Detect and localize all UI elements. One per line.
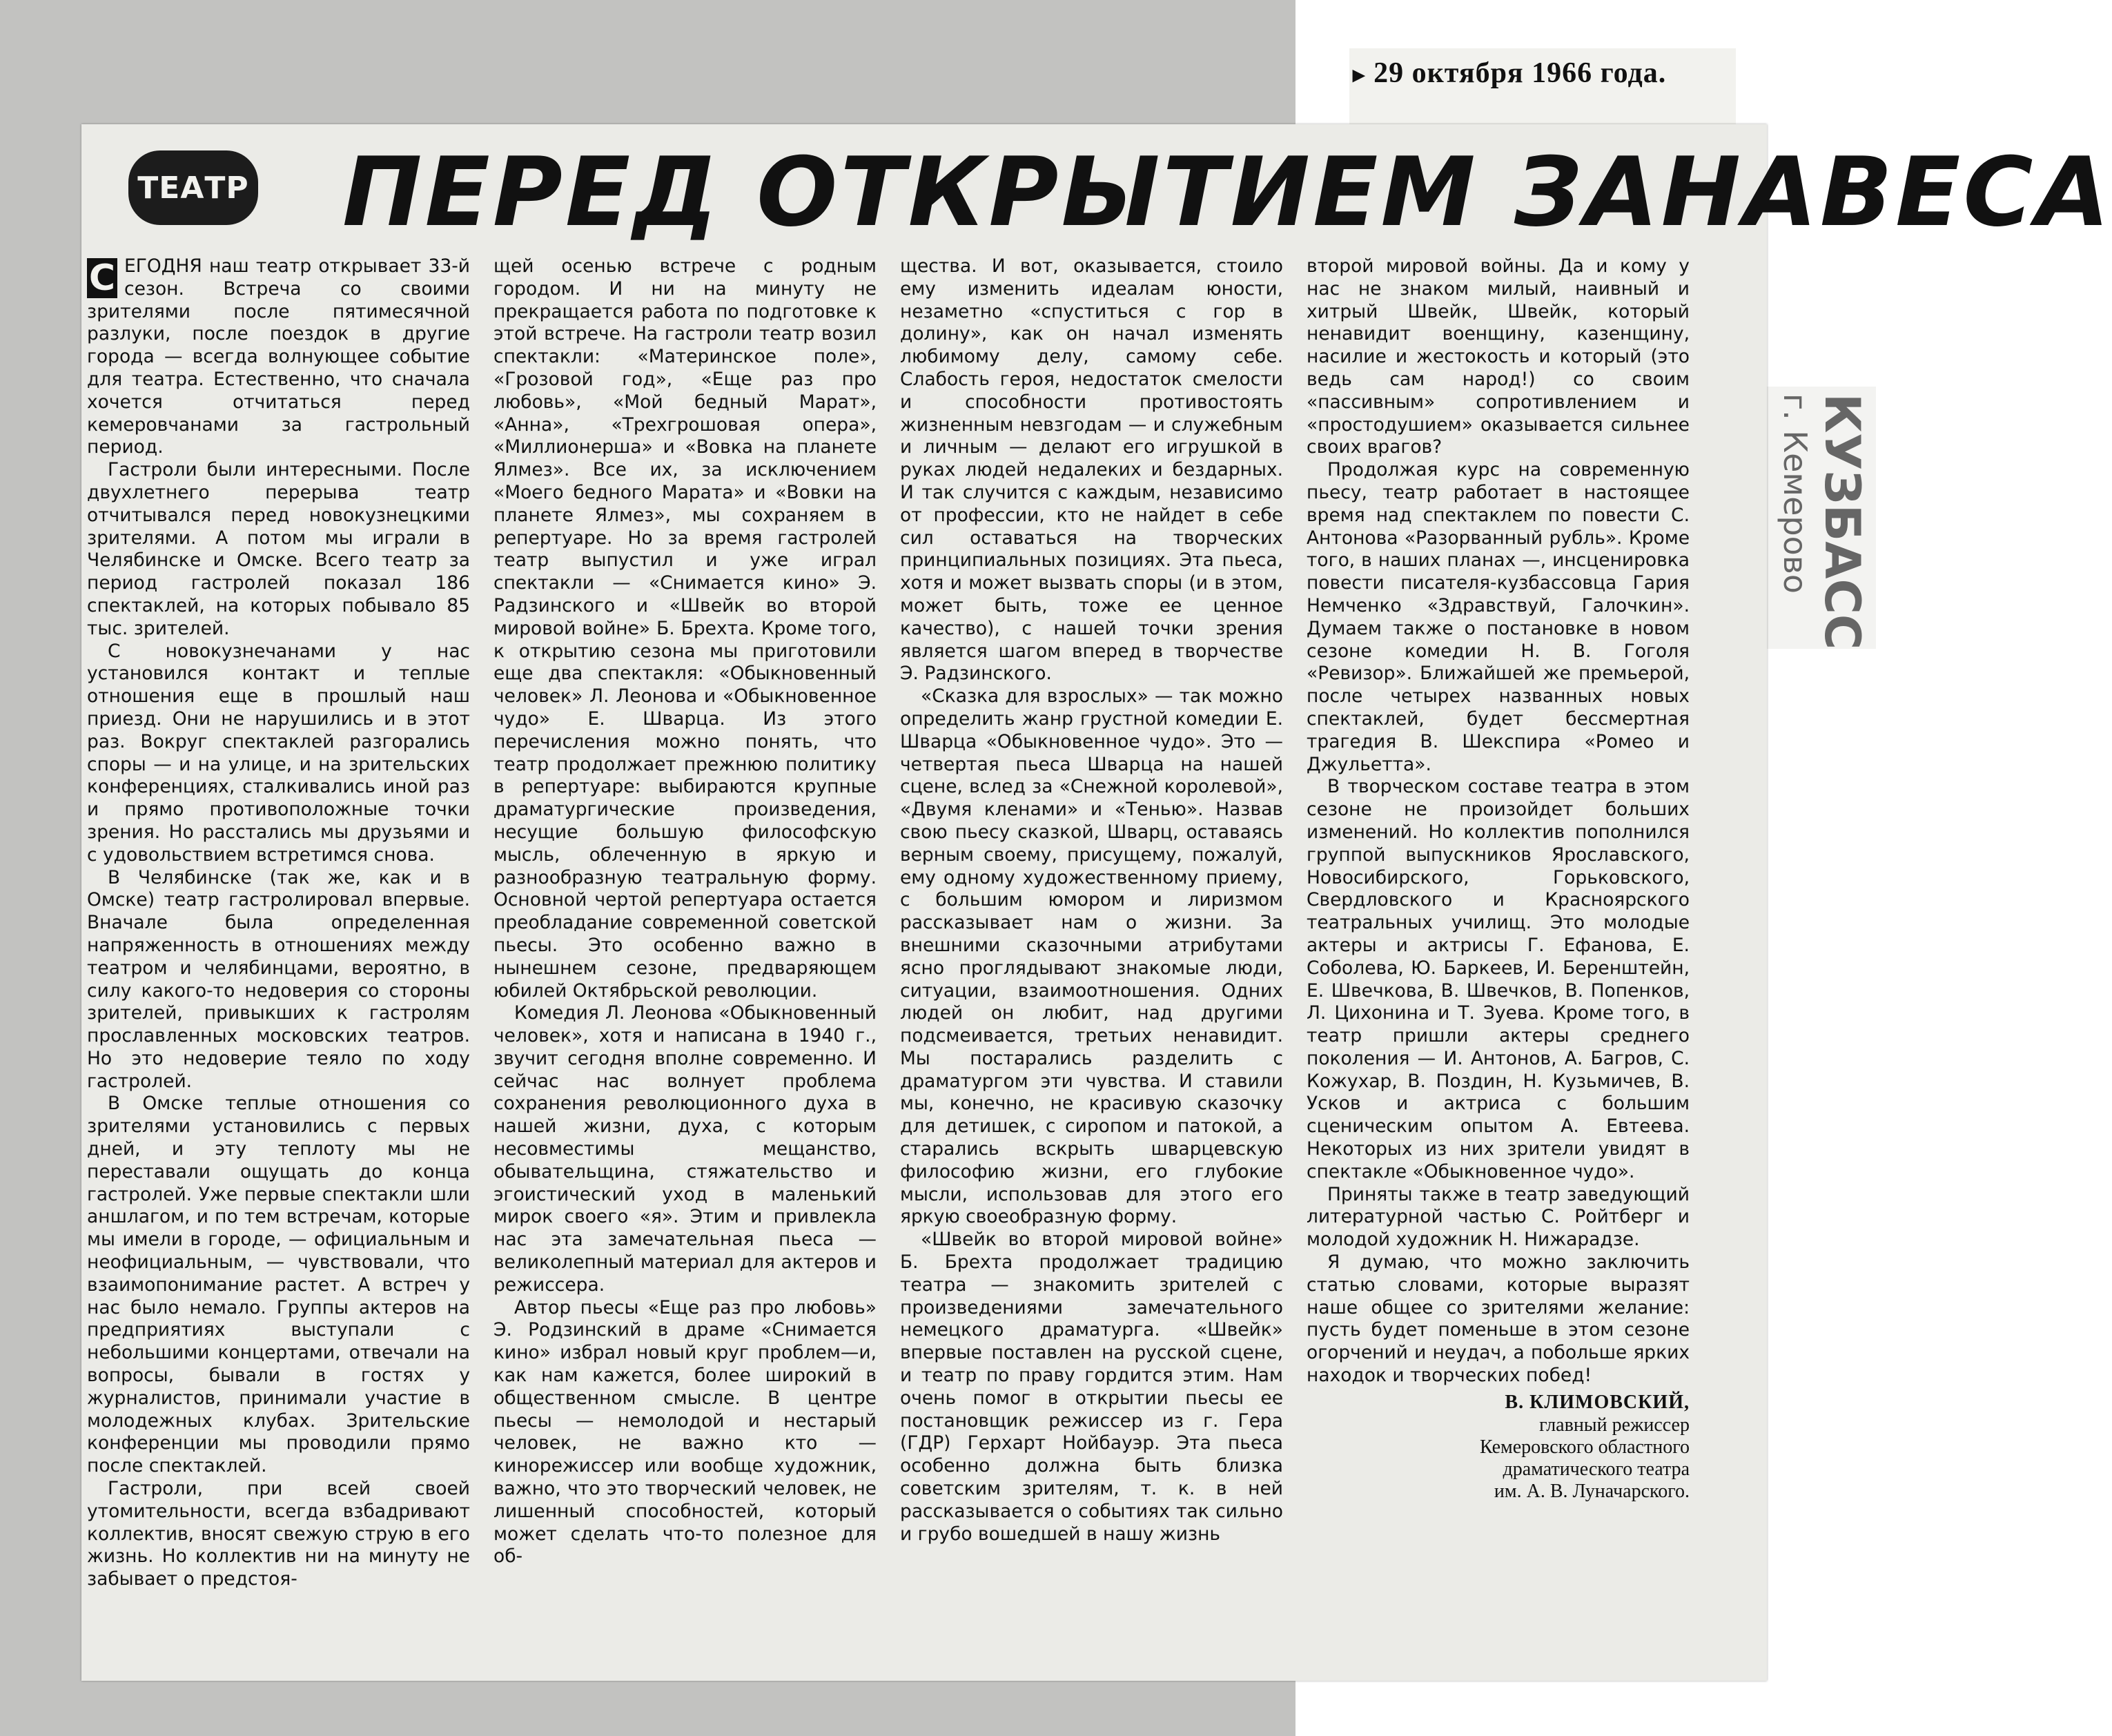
drop-cap: С [87, 258, 117, 298]
issue-date: ▸ 29 октября 1966 года. [1353, 57, 1666, 90]
paragraph: щества. И вот, оказывается, стоило ему изменить идеалам юности, незаметно «спуститься с гор в долину», как он начал изменять любимому делу, самому себе. Слабость героя, недостаток смелости и способности противостоять жизненным невзгодам — и служебным и личным — делают его игрушкой в руках людей недалеких и бездарных. И так случится с каждым, независимо от профессии, кто не найдет в себе сил оставаться на творческих принципиальных позициях. Эта пьеса, хотя и может вызвать споры (и в этом, может быть, тоже ее ценное качество), с нашей точки зрения является шагом вперед в творчестве Э. Радзинского. [900, 255, 1283, 685]
paragraph: Я думаю, что можно заключить статью словами, которые выразят наше общее со зрителями желание: пусть будет поменьше в этом сезоне огорчений и неудач, а побольше ярких находок и творческих побед! [1307, 1251, 1690, 1387]
article-column-1 [87, 255, 470, 1636]
stamp-title: КУЗБАСС [1814, 393, 1870, 650]
paragraph: В Челябинске (так же, как и в Омске) театр гастролировал впервые. Вначале была определенная напряженность в отношениях между театром и челябинцами, вероятно, в силу какого-то недоверия со стороны зрителей, привыкших к гастролям прославленных московских театров. Но это недоверие теяло по ходу гастролей. [87, 866, 470, 1092]
author-signature [1307, 1392, 1690, 1503]
paragraph: Гастроли, при всей своей утомительности, всегда взбадривают коллектив, вносят свежую струю в его жизнь. Но коллектив ни на минуту не забывает о предстоя- [87, 1478, 470, 1590]
paragraph: Гастроли были интересными. После двухлетнего перерыва театр отчитывался перед новокузнецкими зрителями. А потом мы играли в Челябинске и Омске. Всего театр за период гастролей показал 186 спектаклей, на которых побывало 85 тыс. зрителей. [87, 459, 470, 639]
paragraph: В творческом составе театра в этом сезоне не произойдет больших изменений. Но коллектив пополнился группой выпускников Ярославского, Новосибирского, Горьковского, Свердловского и Красноярского театральных училищ. Это молодые актеры и актрисы Г. Ефанова, Е. Соболева, Ю. Баркеев, И. Беренштейн, Е. Швечкова, В. Швечков, В. Попенков, Л. Цихонина и Т. Зуева. Кроме того, в театр пришли актеры среднего поколения — И. Антонов, А. Багров, С. Кожухар, В. Поздин, Н. Кузьмичев, В. Усков и актриса с большим сценическим опытом А. Евтеева. Некоторых из них зрители увидят в спектакле «Обыкновенное чудо». [1307, 776, 1690, 1182]
article-column-4 [1307, 255, 1690, 1636]
paragraph: «Сказка для взрослых» — так можно определить жанр грустной комедии Е. Шварца «Обыкновенное чудо». Это — четвертая пьеса Шварца на нашей сцене, вслед за «Снежной королевой», «Двумя кленами» и «Тенью». Назвав свою пьесу сказкой, Шварц, оставаясь верным своему, присущему, пожалуй, ему одному художественному приему, с большим юмором и лиризмом рассказывает нам о жизни. За внешними сказочными атрибутами ясно проглядывают знакомые люди, ситуации, взаимоотношения. Одних людей он любит, над другими подсмеивается, третьих ненавидит. Мы постарались разделить с драматургом эти чувства. И ставили мы, конечно, не красивую сказочку для детишек, с сиропом и патокой, а старались вскрыть шварцевскую философию жизни, его глубокие мысли, использовав для этого его яркую своеобразную форму. [900, 685, 1283, 1228]
paragraph: Продолжая курс на современную пьесу, театр работает в настоящее время над спектаклем по повести С. Антонова «Разорванный рубль». Кроме того, в наших планах —, инсценировка повести писателя-кузбассовца Гария Немченко «Здравствуй, Галочкин». Думаем также о постановке в новом сезоне комедии Н. В. Гоголя «Ревизор». Ближайшей же премьерой, после четырех названных новых спектаклей, будет бессмертная трагедия В. Шекспира «Ромео и Джульетта». [1307, 459, 1690, 775]
paragraph: С новокузнечанами у нас установился контакт и теплые отношения еще в прошлый наш приезд. Они не нарушились и в этот раз. Вокруг спектаклей разгорались споры — и на улице, и на зрительских конференциях, сталкивались иной раз и прямо противоположные точки зрения. Но расстались мы друзьями и с удовольствием встретимся снова. [87, 640, 470, 866]
author-org-line-2: драматического театра [1503, 1458, 1690, 1480]
author-org-line-1: Кемеровского областного [1479, 1436, 1690, 1458]
paragraph: Комедия Л. Леонова «Обыкновенный человек», хотя и написана в 1940 г., звучит сегодня вполне современно. И сейчас нас волнует проблема сохранения революционного духа в нашей жизни, духа, с которым несовместимы мещанство, обывательщина, стяжательство и эгоистический уход в маленький мирок своего «я». Этим и привлекла нас эта замечательная пьеса — великолепный материал для актеров и режиссера. [493, 1002, 877, 1296]
rubric-badge: ТЕАТР [128, 150, 258, 225]
paragraph: В Омске теплые отношения со зрителями установились с первых дней, и эту теплоту мы не переставали ощущать до конца гастролей. Уже первые спектакли шли аншлагом, и по тем встречам, которые мы имели в городе, — официальным и неофициальным, — чувствовали, что взаимопонимание растет. А встреч у нас было немало. Группы актеров на предприятиях выступали с небольшими концертами, отвечали на вопросы, бывали в гостях у журналистов, принимали участие в молодежных клубах. Зрительские конференции мы проводили прямо после спектаклей. [87, 1093, 470, 1477]
article-body [87, 255, 1691, 1636]
article-column-3 [900, 255, 1283, 1636]
stamp-text [1767, 393, 1870, 650]
author-org-line-3: им. А. В. Луначарского. [1494, 1480, 1690, 1502]
paragraph: Автор пьесы «Еще раз про любовь» Э. Родзинский в драме «Снимается кино» избрал новый круг проблем—и, как нам кажется, более широкий в общественном смысле. В центре пьесы — немолодой и нестарый человек, не важно кто — кинорежиссер или вообще художник, важно, что это творческий человек, не лишенный способностей, который может сделать что-то полезное для об- [493, 1296, 877, 1568]
author-role: главный режиссер [1539, 1414, 1690, 1436]
paragraph: Приняты также в театр заведующий литературной частью С. Ройтберг и молодой художник Н. Нижарадзе. [1307, 1183, 1690, 1251]
paragraph: «Швейк во второй мировой войне» Б. Брехта продолжает традицию театра — знакомить зрителей с произведениями замечательного немецкого драматурга. «Швейк» впервые поставлен на русской сцене, и театр по праву гордится этим. Нам очень помог в открытии пьесы ее постановщик режиссер из г. Гера (ГДР) Герхарт Нойбауэр. Эта пьеса особенно должна быть близка советским зрителям, т. к. в ней рассказывается о событиях так сильно и грубо вошедшей в нашу жизнь [900, 1229, 1283, 1545]
stamp-city: г. Кемерово [1777, 393, 1814, 594]
headline: ПЕРЕД ОТКРЫТИЕМ ЗАНАВЕСА [342, 137, 2112, 248]
paragraph: С ЕГОДНЯ наш театр открывает 33-й сезон. Встреча со своими зрителями после пятимесячной разлуки, после поездок в другие города — всегда волнующее событие для театра. Естественно, что сначала хочется отчитаться перед кемеровчанами за гастрольный период. [87, 255, 470, 458]
paragraph: второй мировой войны. Да и кому у нас не знаком милый, наивный и хитрый Швейк, Швейк, который ненавидит военщину, казенщину, насилие и жестокость и который (это ведь сам народ!) со своим «пассивным» сопротивлением и «простодушием» оказывается сильнее своих врагов? [1307, 255, 1690, 458]
article-column-2 [493, 255, 877, 1636]
paragraph: щей осенью встрече с родным городом. И ни на минуту не прекращается работа по подготовке к этой встрече. На гастроли театр возил спектакли: «Материнское поле», «Грозовой год», «Еще раз про любовь», «Мой бедный Марат», «Анна», «Трехгрошовая опера», «Миллионерша» и «Вовка на планете Ялмез». Все их, за исключением «Моего бедного Марата» и «Вовки на планете Ялмез», мы сохраняем в репертуаре. Но за время гастролей театр выпустил и уже играл спектакли — «Снимается кино» Э. Радзинского и «Швейк во второй мировой войне» Б. Брехта. Кроме того, к открытию сезона мы приготовили еще два спектакля: «Обыкновенный человек» Л. Леонова и «Обыкновенное чудо» Е. Шварца. Из этого перечисления можно понять, что театр продолжает прежнюю политику в репертуаре: выбираются крупные драматургические произведения, несущие большую философскую мысль, облеченную в яркую и разнообразную театральную форму. Основной чертой репертуара остается преобладание современной советской пьесы. Это особенно важно в нынешнем сезоне, предваряющем юбилей Октябрьской революции. [493, 255, 877, 1002]
author-name: В. КЛИМОВСКИЙ, [1505, 1391, 1690, 1413]
